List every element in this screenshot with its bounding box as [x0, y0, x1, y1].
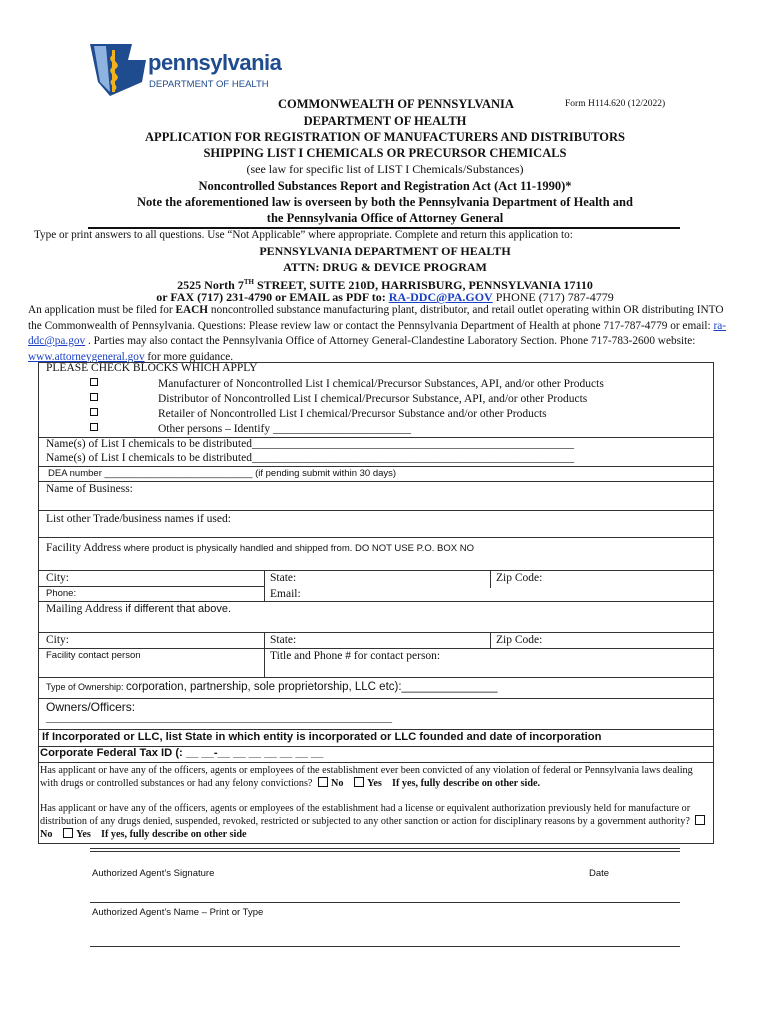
divider [264, 648, 714, 649]
question-1 [40, 764, 712, 790]
option-distributor[interactable] [90, 393, 587, 405]
phone-field[interactable]: Phone: [46, 588, 77, 599]
header-note: Note the aforementioned law is overseen by both the Pennsylvania Department of Health and [137, 195, 633, 209]
ownership-prefix: Type of Ownership: [46, 682, 127, 692]
q1-yes: Yes [367, 778, 382, 789]
q2-yes: Yes [76, 829, 91, 840]
email-link-upper[interactable]: RA-DDC@PA.GOV [388, 290, 493, 304]
state-field-2[interactable]: State: [270, 634, 297, 646]
q2-no: No [40, 829, 53, 840]
checkbox-icon[interactable] [354, 777, 364, 787]
website-link[interactable]: www.attorneygeneral.gov [28, 350, 145, 363]
header-see-law: (see law for specific list of LIST I Chemicals/Substances) [246, 162, 524, 176]
facility-note: where product is physically handled and shipped from. DO NOT USE P.O. BOX NO [121, 543, 474, 554]
checkbox-icon[interactable] [318, 777, 328, 787]
option-label: Manufacturer of Noncontrolled List I chemical/Precursor Substances, API, and/or other Products [158, 378, 604, 390]
signature-top-rule-2 [90, 851, 680, 852]
instructions-paragraph [28, 303, 728, 365]
header-act: Noncontrolled Substances Report and Registration Act (Act 11-1990)* [198, 179, 572, 193]
header-commonwealth: COMMONWEALTH OF PENNSYLVANIA [278, 97, 514, 111]
question-2-text: Has applicant or have any of the officers, agents or employees of the establishment had a license or equivalent authorization previously held for manufacture or distribution of any drugs denied, suspended, revoked, restricted or subjected to any other sanction or action for disciplinary reasons by a government authority? [40, 803, 691, 827]
checkbox-icon[interactable] [90, 378, 98, 386]
divider [38, 586, 264, 587]
para-text-d: . Parties may also contact the Pennsylvania Office of Attorney General-Clandestine Laboratory Section. Phone 717-783-2600 website: [85, 335, 696, 347]
address-street-post: STREET, SUITE 210D, HARRISBURG, PENNSYLVANIA 17110 [253, 278, 593, 292]
para-text-e: for more guidance. [144, 350, 234, 363]
trade-names-label: List other Trade/business names if used: [46, 513, 231, 525]
option-manufacturer[interactable] [90, 378, 604, 390]
state-field[interactable]: State: [270, 572, 297, 584]
option-label: Distributor of Noncontrolled List I chemical/Precursor Substance, API, and/or other Products [158, 393, 588, 405]
mailing-label: Mailing Address [46, 603, 123, 615]
divider [490, 570, 491, 588]
city-field[interactable]: City: [46, 572, 70, 584]
option-label: Other persons – Identify ________________________ [158, 423, 411, 435]
instructions-type-line: Type or print answers to all questions. Use “Not Applicable” where appropriate. Complete and return this application to: [34, 229, 573, 241]
checkbox-icon[interactable] [90, 423, 98, 431]
email-field[interactable]: Email: [270, 588, 301, 600]
name-line[interactable] [90, 946, 680, 947]
checkbox-icon[interactable] [63, 828, 73, 838]
title-phone-field[interactable]: Title and Phone # for contact person: [270, 650, 441, 662]
header-department: DEPARTMENT OF HEALTH [303, 114, 467, 128]
option-label: Retailer of Noncontrolled List I chemical/Precursor Substance and/or other Products [158, 408, 547, 420]
owners-line: ____________________________________________________________________________ [46, 714, 393, 723]
agent-signature-label: Authorized Agent’s Signature [92, 868, 215, 879]
zip-field[interactable]: Zip Code: [496, 572, 543, 584]
city-field-2[interactable]: City: [46, 634, 70, 646]
chemical-names-2[interactable]: Name(s) of List I chemicals to be distributed________________________________________________________ [46, 452, 574, 464]
option-retailer[interactable] [90, 408, 547, 420]
zip-field-2[interactable]: Zip Code: [496, 634, 543, 646]
checkbox-icon[interactable] [90, 408, 98, 416]
header-shipping: SHIPPING LIST I CHEMICALS OR PRECURSOR CHEMICALS [203, 146, 567, 160]
tax-id-field[interactable]: Corporate Federal Tax ID (: __ __-__ __ __ __ __ __ __ [40, 747, 324, 759]
keystone-icon [88, 42, 148, 98]
address-line-2: ATTN: DRUG & DEVICE PROGRAM [283, 260, 487, 274]
signature-line[interactable] [90, 902, 680, 903]
ownership-text: corporation, partnership, sole proprietorship, LLC etc):_______________ [126, 681, 498, 693]
agent-name-label: Authorized Agent’s Name – Print or Type [92, 907, 264, 918]
checkbox-icon[interactable] [695, 815, 705, 825]
checkblocks-title: PLEASE CHECK BLOCKS WHICH APPLY [46, 362, 258, 374]
ownership-label [46, 681, 497, 693]
incorporated-label: If Incorporated or LLC, list State in which entity is incorporated or LLC founded and date of incorporation [42, 731, 602, 743]
divider [264, 632, 265, 678]
header-note-2: the Pennsylvania Office of Attorney General [266, 211, 504, 225]
divider [38, 648, 264, 649]
divider [490, 632, 491, 648]
option-other[interactable] [90, 423, 411, 435]
question-1-text: Has applicant or have any of the officers, agents or employees of the establishment ever been convicted of any violation of federal or Pennsylvania laws dealing with drugs or controlled substances or had any felony convictions? [40, 765, 693, 789]
form-number: Form H114.620 (12/2022) [565, 99, 666, 109]
date-label: Date [589, 868, 610, 879]
mailing-note: if different that above. [122, 603, 232, 615]
divider [38, 466, 714, 467]
header-application-title: APPLICATION FOR REGISTRATION OF MANUFACTURERS AND DISTRIBUTORS [145, 130, 625, 144]
facility-label: Facility Address [46, 542, 122, 554]
fax-text: or FAX (717) 231-4790 or EMAIL as PDF to: [156, 290, 389, 304]
business-name-label: Name of Business: [46, 483, 133, 495]
dea-number-field[interactable]: DEA number ____________________________ (if pending submit within 30 days) [48, 468, 397, 479]
logo-department: DEPARTMENT OF HEALTH [149, 79, 269, 90]
chemical-names-1[interactable]: Name(s) of List I chemicals to be distributed________________________________________________________ [46, 438, 574, 450]
question-2 [40, 802, 712, 841]
phone-text: PHONE (717) 787-4779 [492, 290, 614, 304]
q1-no: No [331, 778, 344, 789]
logo-wordmark: pennsylvania [148, 50, 282, 75]
q2-tail: If yes, fully describe on other side [101, 829, 247, 840]
owners-label: Owners/Officers: [46, 700, 136, 714]
checkbox-icon[interactable] [90, 393, 98, 401]
mailing-address-label [46, 603, 231, 615]
address-street-sup: TH [243, 278, 254, 286]
facility-contact-field[interactable]: Facility contact person [46, 650, 141, 661]
facility-address-label [46, 542, 474, 554]
q1-tail: If yes, fully describe on other side. [392, 778, 541, 789]
para-each: EACH [175, 304, 209, 316]
signature-top-rule [90, 848, 680, 849]
para-text-a: An application must be filed for [28, 304, 176, 316]
address-street-pre: 2525 North 7 [177, 278, 244, 292]
address-line-1: PENNSYLVANIA DEPARTMENT OF HEALTH [259, 244, 511, 258]
business-name-field[interactable] [38, 481, 714, 511]
divider [264, 570, 265, 602]
email-link[interactable]: ra-ddc@pa.gov [28, 319, 727, 347]
pa-doh-logo [88, 42, 298, 98]
para-text-c: noncontrolled substance manufacturing plant, distributor, and retail outlet operating within OR distributing INTO the Commonwealth of Pennsylvania. Questions: Please review law or contact the Pennsylvania Department of Health at phone 717-787-4779 or email: [28, 304, 724, 332]
